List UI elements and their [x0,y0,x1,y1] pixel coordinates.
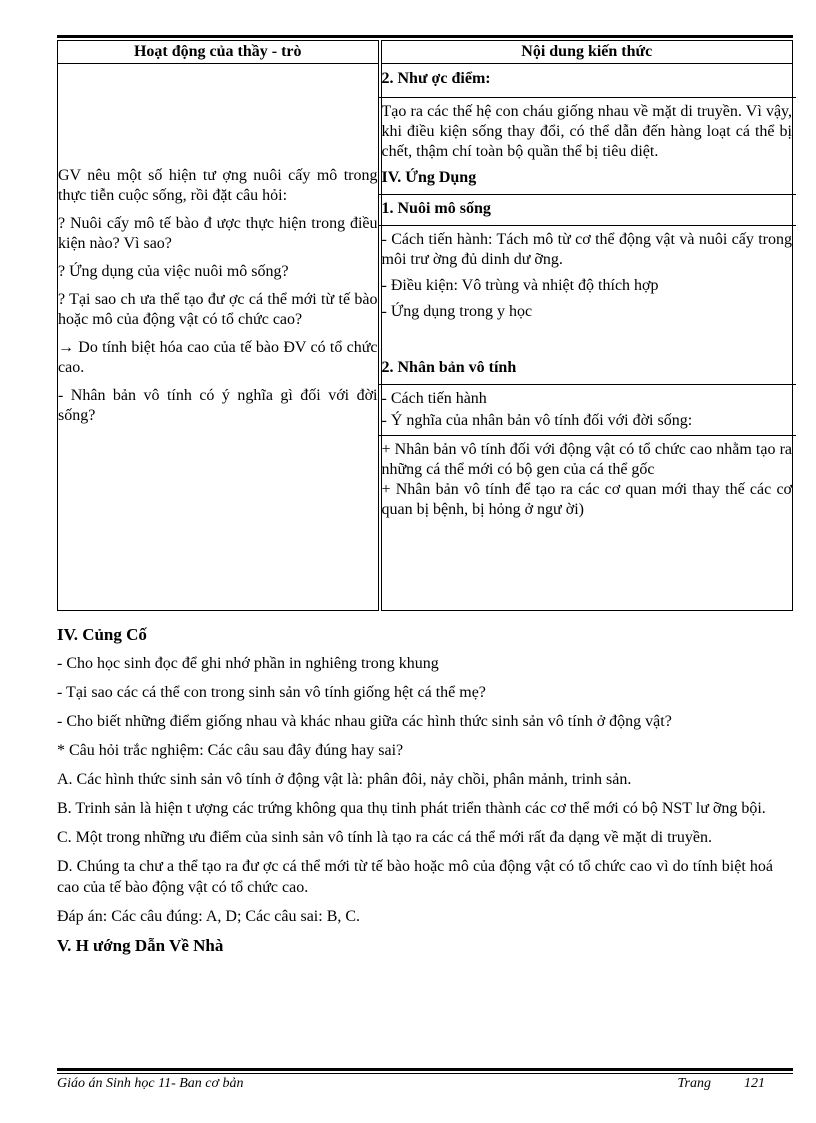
quiz-statement-d: D. Chúng ta chư a thể tạo ra đư ợc cá thể mới từ tế bào hoặc mô của động vật có tổ chức cao vì do tính biệt hoá cao của tế bào động vật có tổ chức cao. [57,858,773,896]
heading-consolidation: IV. Củng Cố [57,625,147,644]
body-line: - Cho biết những điểm giống nhau và khác nhau giữa các hình thức sinh sản vô tính ở động vật? [57,713,672,730]
quiz-statement-b: B. Trinh sản là hiện t ượng các trứng không qua thụ tinh phát triển thành các cơ thể mới có bộ NST lư ỡng bội. [57,800,766,817]
footer-rule-thin [57,1073,793,1074]
footer-title-suffix: - Ban cơ bản [171,1076,244,1091]
quiz-statement-a: A. Các hình thức sinh sản vô tính ở động vật là: phân đôi, nảy chồi, phân mảnh, trinh sản. [57,771,632,788]
question-why-not: ? Tại sao ch ưa thể tạo đư ợc cá thể mới từ tế bào hoặc mô của động vật có tổ chức cao? [58,291,378,328]
content-cell [380,64,793,611]
heading-cloning: 2. Nhân bản vô tính [381,359,517,376]
consolidation-section [57,624,773,964]
heading-disadvantages: 2. Như ợc điểm: [381,70,491,87]
quiz-intro: * Câu hỏi trắc nghiệm: Các câu sau đây đúng hay sai? [57,742,404,759]
culture-application: - Ứng dụng trong y học [381,303,533,320]
footer-rule-thick [57,1068,793,1071]
activity-cell [58,64,380,611]
heading-homework: V. H ướng Dẫn Về Nhà [57,936,224,955]
body-line: - Tại sao các cá thể con trong sinh sản vô tính giống hệt cá thể mẹ? [57,684,486,701]
cloning-purpose-animals: + Nhân bản vô tính đối với động vật có tổ chức cao nhằm tạo ra những cá thể mới có bộ gen của cá thể gốc [381,441,792,478]
header-teacher-student-activity: Hoạt động của thầy - trò [58,41,380,64]
question-conditions: ? Nuôi cấy mô tế bào đ ược thực hiện trong điều kiện nào? Vì sao? [58,215,378,252]
answer-differentiation: → Do tính biệt hóa cao của tế bào ĐV có tổ chức cao. [58,339,378,376]
quiz-answer: Đáp án: Các câu đúng: A, D; Các câu sai: B, C. [57,908,361,925]
cloning-method: - Cách tiến hành [381,390,487,407]
header-knowledge-content: Nội dung kiến thức [380,41,793,64]
page-label: Trang [677,1076,711,1091]
page-footer [57,1076,773,1092]
cloning-purpose-organs: + Nhân bản vô tính để tạo ra các cơ quan mới thay thế các cơ quan bị bệnh, bị hỏng ở ngư ời) [381,481,792,518]
question-application: ? Ứng dụng của việc nuôi mô sống? [58,263,289,280]
quiz-statement-c: C. Một trong những ưu điểm của sinh sản vô tính là tạo ra các cá thể mới rất đa dạng về mặt di truyền. [57,829,712,846]
culture-method: - Cách tiến hành: Tách mô từ cơ thể động vật và nuôi cấy trong môi trư ờng đủ dinh dư ỡng. [381,231,792,268]
disadvantages-text: Tạo ra các thế hệ con cháu giống nhau về mặt di truyền. Vì vậy, khi điều kiện sống thay đổi, có thể dẫn đến hàng loạt cá thể bị chết, thậm chí toàn bộ quần thể bị tiêu diệt. [381,103,792,160]
page-number-area [678,1076,765,1092]
question-cloning-meaning: - Nhân bản vô tính có ý nghĩa gì đối với đời sống? [58,387,378,424]
footer-title-prefix: Giáo án Sinh học [57,1076,159,1091]
culture-condition: - Điều kiện: Vô trùng và nhiệt độ thích hợp [381,277,659,294]
footer-grade: 11 [158,1076,172,1091]
body-line: - Cho học sinh đọc để ghi nhớ phần in nghiêng trong khung [57,655,439,672]
lesson-table [57,40,793,611]
gv-intro: GV nêu một số hiện tư ợng nuôi cấy mô trong thực tiễn cuộc sống, rồi đặt câu hỏi: [58,167,378,204]
top-rule [57,35,793,38]
page-number: 121 [744,1076,765,1091]
table-header-row [58,41,793,64]
cloning-meaning: - Ý nghĩa của nhân bản vô tính đối với đời sống: [381,412,693,429]
table-body-row [58,64,793,611]
heading-tissue-culture: 1. Nuôi mô sống [381,200,491,217]
heading-applications: IV. Ứng Dụng [381,169,477,186]
